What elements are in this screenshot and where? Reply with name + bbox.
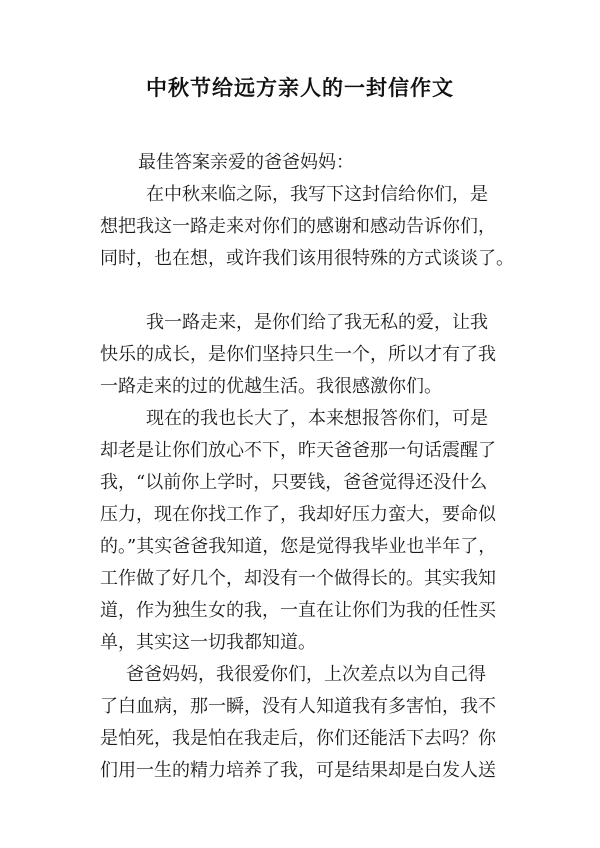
body-line: 一路走来的过的优越生活。我很感激你们。 [100,376,442,397]
body-line: 却老是让你们放心不下，昨天爸爸那一句话震醒了 [100,440,496,461]
body-line: 想把我这一路走来对你们的感谢和感动告诉你们， [100,216,496,237]
body-line: 是怕死，我是怕在我走后，你们还能活下去吗？你 [100,728,496,749]
body-line: 我一路走来，是你们给了我无私的爱，让我 [146,312,488,333]
body-line: 压力，现在你找工作了，我却好压力蛮大，要命似 [100,504,496,525]
body-line: 了白血病，那一瞬，没有人知道我有多害怕，我不 [100,696,496,717]
body-line: 快乐的成长，是你们坚持只生一个，所以才有了我 [100,344,496,365]
body-line: 现在的我也长大了，本来想报答你们，可是 [146,408,488,429]
body-line: 我，“以前你上学时，只要钱，爸爸觉得还没什么 [100,472,488,493]
body-line: 们用一生的精力培养了我，可是结果却是白发人送 [100,760,496,781]
body-line: 在中秋来临之际，我写下这封信给你们，是 [146,184,488,205]
body-line: 爸爸妈妈，我很爱你们，上次差点以为自己得 [126,664,486,685]
document-title: 中秋节给远方亲人的一封信作文 [146,76,454,100]
salutation-line: 最佳答案亲爱的爸爸妈妈： [138,152,354,173]
body-line: 道，作为独生女的我，一直在让你们为我的任性买 [100,600,496,621]
body-line: 的。”其实爸爸我知道，您是觉得我毕业也半年了， [100,536,497,557]
body-line: 工作做了好几个，却没有一个做得长的。其实我知 [100,568,496,589]
body-line: 同时，也在想，或许我们该用很特殊的方式谈谈了。 [100,248,514,269]
body-line: 单，其实这一切我都知道。 [100,632,316,653]
